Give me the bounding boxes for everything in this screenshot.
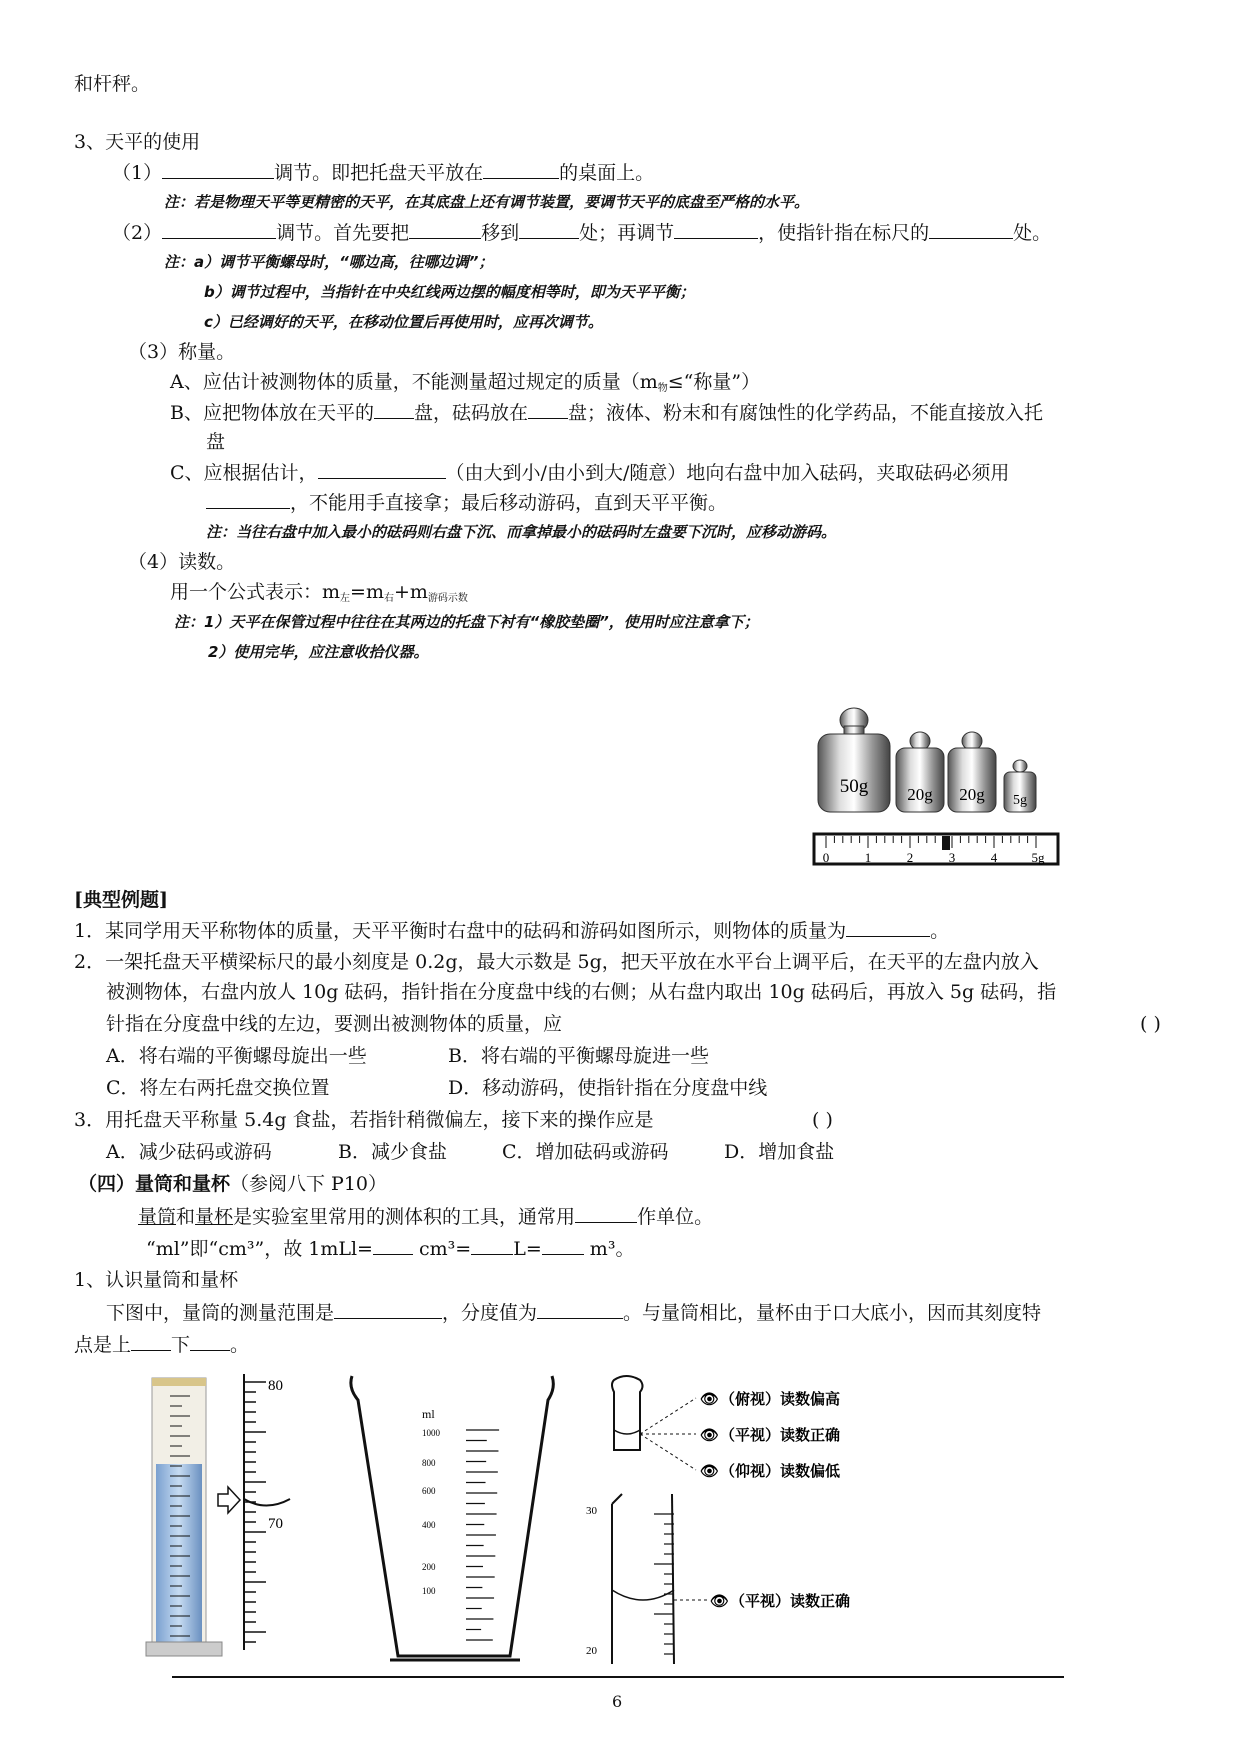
item-3B-text: B、应把物体放在天平的 [170,402,374,424]
reading-label: （仰视）读数偏低 [720,1464,841,1480]
section-3-heading: 3、天平的使用 [74,131,201,153]
lower-ticks [654,1514,674,1654]
item-3A-end: ≤“称量”） [667,371,761,393]
lower-cylinder [586,1494,850,1664]
item-3C-text: C、应根据估计， [170,462,318,484]
footer-rule [172,1676,1064,1678]
item-3A [170,370,760,401]
formula-sub3: 游码示数 [427,593,468,604]
note-4b: 2）使用完毕，应注意收拾仪器。 [208,643,429,661]
cyl-q-d: 点是上 [74,1334,132,1356]
cyl-q-c: 。与量筒相比，量杯由于口大底小，因而其刻度特 [623,1302,1042,1324]
formula-b: =m [350,581,384,603]
lower-label: 30 [586,1505,597,1517]
unit-d: m³。 [583,1238,635,1260]
weight-label: 20g [959,785,985,804]
item-1 [112,160,654,185]
blank [674,220,758,239]
weight-label: 20g [907,785,933,804]
cyl-question [106,1300,1041,1325]
blank [537,1300,623,1319]
formula-c: +m [393,581,428,603]
weights-figure [808,700,1070,868]
measuring-figure [140,1370,900,1670]
item-1-end: 的桌面上。 [559,162,655,184]
reading-label: （俯视）读数偏高 [720,1392,841,1408]
item-3A-text: A、应估计被测物体的质量，不能测量超过规定的质量（m [170,371,658,393]
eye-icon: 👁 [710,1594,730,1610]
ruler-label: 5g [1031,850,1045,865]
cyl-intro-text: 是实验室里常用的测体积的工具，通常用 [233,1206,576,1228]
cyl-intro [138,1204,713,1229]
examples-heading: [典型例题] [74,889,168,911]
blank [519,220,579,239]
item-3B-cont: 盘 [206,431,226,453]
weight-50g [818,708,890,812]
blank [206,490,290,509]
q2-line3: 针指在分度盘中线的左边，要测出被测物体的质量，应 [106,1013,563,1035]
q3-option-b: B．减少食盐 [338,1141,447,1163]
q1-text: 1．某同学用天平称物体的质量，天平平衡时右盘中的砝码和游码如图所示，则物体的质量为 [74,920,847,942]
cyl-q-b: ，分度值为 [442,1302,538,1324]
section-4-heading [78,1172,387,1196]
note-4a: 注：1）天平在保管过程中往往在其两边的托盘下衬有“橡胶垫圈”，使用时应注意拿下； [174,613,759,631]
formula-a: 用一个公式表示：m [170,581,341,603]
formula [170,580,468,611]
blank [374,400,414,419]
unit-c: L= [513,1238,542,1260]
weight-label: 5g [1013,793,1027,808]
section-4-title: （四）量筒和量杯 [78,1173,231,1195]
blank [190,1332,230,1351]
blank [929,220,1013,239]
item-3B-text3: 盘；液体、粉末和有腐蚀性的化学药品，不能直接放入托 [567,402,1043,424]
q2-line1: 2．一架托盘天平横梁标尺的最小刻度是 0.2g，最大示数是 5g，把天平放在水平台上调平后，在天平的左盘内放入 [74,951,1039,973]
q1-end: 。 [930,920,950,942]
cup-label: 200 [422,1562,436,1572]
item-2-num: （2） [112,222,163,244]
cyl-q-e: 下 [171,1334,191,1356]
q3-option-a: A．减少砝码或游码 [106,1141,272,1163]
weight-5g [1004,760,1036,812]
q2-option-b: B．将右端的平衡螺母旋进一些 [448,1045,709,1067]
blank [318,460,446,479]
note-3: 注：当往右盘中加入最小的砝码则右盘下沉、而拿掉最小的砝码时左盘要下沉时，应移动游码。 [206,523,837,541]
reading-label: （平视）读数正确 [720,1428,841,1444]
meniscus [244,1499,290,1506]
rider [942,836,950,850]
cup-label: 800 [422,1458,436,1468]
item-3A-sub: 物 [657,383,668,394]
q2-option-d: D．移动游码，使指针指在分度盘中线 [448,1077,768,1099]
zoom-ticks [244,1382,266,1642]
item-3C-cont [206,490,727,515]
reading-diagram [612,1376,840,1480]
eye-icon: 👁 [700,1392,720,1408]
note-2a: 注：a）调节平衡螺母时，“哪边高，往哪边调”； [164,253,494,271]
formula-sub2: 右 [383,593,394,604]
item-2-end: 处。 [1013,222,1052,244]
q2-option-c: C．将左右两托盘交换位置 [106,1077,330,1099]
item-3C-text3: ，不能用手直接拿；最后移动游码，直到天平平衡。 [290,492,728,514]
blank [846,918,930,937]
cup-ticks [466,1430,499,1640]
eye-icon: 👁 [700,1428,720,1444]
cup-label: 100 [422,1586,436,1596]
cup-unit: ml [422,1407,435,1421]
note-1: 注：若是物理天平等更精密的天平，在其底盘上还有调节装置，要调节天平的底盘至严格的水平。 [164,193,810,211]
item-2-text2: 移到 [481,222,520,244]
cyl-intro-end: 作单位。 [637,1206,714,1228]
term-cup: 量杯 [195,1206,234,1228]
cyl-question-cont [74,1332,249,1357]
q3-option-d: D．增加食盐 [724,1141,835,1163]
item-3C [170,460,1009,485]
ruler-label: 1 [864,850,872,865]
item-2-text4: ，使指针指在标尺的 [758,222,930,244]
item-2 [112,220,1051,245]
blank [542,1236,584,1255]
measuring-cup [351,1376,553,1660]
rider-ruler [814,834,1058,865]
weight-20g-a [896,732,944,812]
ruler-label: 0 [822,850,830,865]
blank [528,400,568,419]
unit-conversion [146,1236,634,1261]
ruler-label: 3 [948,850,956,865]
blank [373,1236,413,1255]
unit-b: cm³= [412,1238,472,1260]
term-cylinder: 量筒 [138,1206,177,1228]
q1 [74,918,949,943]
item-3-heading: （3）称量。 [128,341,236,363]
lower-label: 20 [586,1645,597,1657]
blank [471,1236,513,1255]
ruler-label: 2 [906,850,914,865]
item-2-text3: 处；再调节 [579,222,675,244]
intro-text: 和杆秤。 [74,73,151,95]
q2-option-a: A．将右端的平衡螺母旋出一些 [106,1045,367,1067]
q3-option-c: C．增加砝码或游码 [502,1141,669,1163]
q3-paren: ( ) [812,1109,833,1131]
item-3C-text2: （由大到小/由小到大/随意）地向右盘中加入砝码，夹取砝码必须用 [445,462,1010,484]
formula-sub1: 左 [340,593,351,604]
cup-label: 1000 [422,1428,440,1438]
blank [483,160,559,179]
item-3B [170,400,1043,425]
note-2b: b）调节过程中，当指针在中央红线两边摆的幅度相等时，即为天平平衡； [204,283,695,301]
section-4-ref: （参阅八下 P10） [230,1173,388,1195]
cyl-q-a: 下图中，量筒的测量范围是 [106,1302,335,1324]
note-2c: c）已经调好的天平，在移动位置后再使用时，应再次调节。 [204,313,603,331]
q3: 3．用托盘天平称量 5.4g 食盐，若指针稍微偏左，接下来的操作应是 [74,1109,654,1131]
q2-line2: 被测物体，右盘内放人 10g 砝码，指针指在分度盘中线的右侧；从右盘内取出 10g 砝码后，再放入 5g 砝码，指 [106,981,1057,1003]
blank [409,220,481,239]
cyl-q-f: 。 [230,1334,250,1356]
zoom-label: 70 [268,1516,283,1532]
q2-paren: ( ) [1140,1013,1161,1035]
cup-label: 400 [422,1520,436,1530]
unit-a: “ml”即“cm³”，故 1mLl= [146,1238,373,1260]
item-1-text: 调节。即把托盘天平放在 [274,162,484,184]
cup-label: 600 [422,1486,436,1496]
blank [575,1204,637,1223]
graduated-cylinder [146,1378,222,1656]
zoom-label: 80 [268,1378,283,1394]
blank [334,1300,442,1319]
blank [162,220,276,239]
item-1-num: （1） [112,162,163,184]
blank [131,1332,171,1351]
weight-label: 50g [839,776,869,797]
item-4-heading: （4）读数。 [128,551,236,573]
arrow-icon [218,1487,240,1513]
item-2-text: 调节。首先要把 [276,222,410,244]
blank [162,160,274,179]
cyl-intro-and: 和 [176,1206,196,1228]
page-number: 6 [612,1692,623,1711]
ruler-label: 4 [990,850,998,865]
eye-icon: 👁 [700,1464,720,1480]
reading-label: （平视）读数正确 [730,1594,851,1610]
zoom-scale [244,1374,290,1650]
item-3B-text2: 盘，砝码放在 [413,402,528,424]
sub-1-heading: 1、认识量筒和量杯 [74,1269,239,1291]
weight-20g-b [948,732,996,812]
